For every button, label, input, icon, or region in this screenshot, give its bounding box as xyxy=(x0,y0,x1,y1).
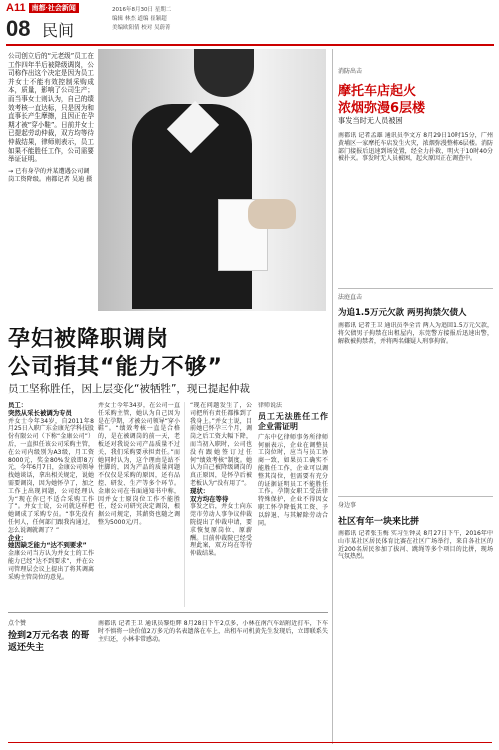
photo-caption: → 已有身孕的并某遭遇公司调岗工资降级。南都记者 吴迪 摄 xyxy=(8,168,93,183)
right-headline-1b: 浓烟弥漫6层楼 xyxy=(338,101,426,116)
subheadline: 员工坚称胜任，因上层变化“被牺牲”，现已提起仲裁 xyxy=(8,383,250,395)
right-tag-community: 身边事 xyxy=(338,502,357,509)
subhead: 双方均在等待 xyxy=(190,494,229,503)
article-column-2 xyxy=(98,402,180,607)
page-editor: 编辑 林杰 道编 崔颖超 xyxy=(112,16,167,22)
page-date: 2016年8月30日 星期二 xyxy=(112,7,172,13)
subhead: 企业： xyxy=(8,533,28,542)
section-number: 08 xyxy=(6,16,31,41)
lawyer-box xyxy=(258,402,328,607)
article-text: 并女士今年34岁，自2011年8月25日入职广东金康光学科技股份有限公司（下称“金康公司”）后，一直担任该公司采购主管，在公司内级别为A3级，月工资8000元，奖金80%发放即8万元，今年6月7日，金康公司领导找她谈话，拿出相关规定，说她需要调岗，因为她怀孕了，加之工作上出现问题，公司经理认为“现在你已不适合采购工作了”。并女士说，公司就这样把她调成了采购专员。“事先没有任何人，任何部门跟我沟通过，怎么说调就调了？” xyxy=(8,417,94,534)
box-headline: 员工无法胜任工作 企业需证明 xyxy=(258,411,328,431)
right-rail-divider xyxy=(332,49,333,744)
newspaper-logo xyxy=(6,2,79,14)
logo-text: A11 xyxy=(6,2,26,14)
article-column-1 xyxy=(8,402,94,607)
bottom-story-tag: 点个赞 xyxy=(8,620,27,627)
headline-line-1: 孕妇被降职调岗 xyxy=(8,327,170,352)
bottom-story-headline: 捡到2万元名表 的哥返还失主 xyxy=(8,631,90,653)
box-text: 广东中亿律师事务所律师何丽表示，企业在调整员工岗位时，应当与员工协商一致，如果员工确实不能胜任工作，企业可以调整其岗位，但需要有充分的证据证明员工不能胜任工作。孕期女职工受法律特殊保护，企业不得因女职工怀孕降低其工资、予以辞退、与其解除劳动合同。 xyxy=(258,433,328,527)
right-tag-fire: 消防出击 xyxy=(338,68,363,75)
right-story-1-text: 南都讯 记者孟雄 通讯员李文方 8月29日10时15分，广州黄埔区一家摩托车店发生火灾，浓烟弥漫整栋6层楼。消防部门接报后迅速到场处置，经全力扑救，明火于10时40分被扑灭。事发时无人员被困，起火原因正在调查中。 xyxy=(338,132,493,163)
subhead: 员工： xyxy=(8,402,28,409)
right-headline-2: 为追1.5万元欠款 两男拘禁欠债人 xyxy=(338,308,467,318)
section-divider xyxy=(8,612,328,613)
right-headline-1a: 摩托车店起火 xyxy=(338,84,417,99)
subhead: 突然从采长被调为专员 xyxy=(8,408,72,417)
right-subheadline-1: 事发当时无人员被困 xyxy=(338,116,403,125)
right-divider xyxy=(338,288,493,289)
bottom-story-text: 南都讯 记者王卫 通讯员黎炬辉 8月28日下午2点多，小林在南汽车站附近打车，下车时不慎将一块价值2万多元的名表遗落在车上，出租车司机黄先生发现后，立即联系失主归还，小林非常感动。 xyxy=(98,620,328,643)
right-divider xyxy=(338,496,493,497)
right-story-3-text: 南都讯 记者张玉梅 实习生钟灵 8月27日下午，2016年中山市某社区居民体育比赛在社区广场举行，来自各社区的近200名居民参加了拔河、跳绳等多个项目的比拼，现场气氛热烈。 xyxy=(338,530,493,561)
right-headline-3: 社区有年一块来比拼 xyxy=(338,517,420,527)
article-text: 事发之后，并女士向东莞市劳动人事争议仲裁院提出了仲裁申请，要求恢复原岗位、原薪酬。目前仲裁院已经受理此案，双方均在等待仲裁结果。 xyxy=(190,503,252,558)
footer-rule xyxy=(8,742,492,743)
column-divider xyxy=(184,402,185,607)
right-tag-court: 法庭直击 xyxy=(338,294,363,301)
article-text: “现在问题发生了，公司把所有责任都推到了我身上。”并女士说，目前她已怀孕三个月，调岗之后工资大幅下降，而当初入职时，公司也没有跟她签订过任何“绩效考核”制度。她认为自己被降级调岗的真正原因，是怀孕后被老板认为“没有用了”。 xyxy=(190,402,252,487)
article-column-3 xyxy=(190,402,252,607)
page-header xyxy=(0,0,499,44)
section-name: 民间 xyxy=(42,21,75,40)
lead-paragraph: 公司创立后的“元老级”员工在工作四年半后被降级调岗，公司称作出这个决定是因为员工并女士不能有效控制采购成本，质量，影响了公司生产；而当事女士则认为，自己的绩效考核一直达标，只是因为和直事长产生摩擦，且因正在孕期才被“穿小鞋”。日前并女士已提起劳动仲裁，双方均等待仲裁结果，律师则表示，员工如果不能胜任工作，公司需要举证证明。 xyxy=(8,52,94,164)
news-photo xyxy=(98,49,326,311)
photo-hair-shape xyxy=(194,49,254,97)
article-text: 并女士今年34岁，在公司一直任采购主管，她认为自己因为是在孕期，才被公司领导“穿小鞋”。“绩效考核一直是合格的，是在被调岗的前一天，老板还对我说公司产品质量不过关，我们采购要承担责任。”而她同时认为，这个理由是站不住脚的，因为产品的质量问题不仅仅是采购的原因，还有品控、研发、生产等多个环节。金康公司在书面通知书中称，因并女士原岗位工作不能胜任，经公司研究决定调岗，根据公司规定，其薪资也随之调整为5000元/月。 xyxy=(98,402,180,526)
subhead: 现状： xyxy=(190,486,210,495)
subhead: 她因缺乏能力“达不到要求” xyxy=(8,541,87,550)
photo-hand-shape xyxy=(248,199,296,229)
right-story-2-text: 南都讯 记者王卫 通讯员李全音 两人为追回1.5万元欠款，将欠债男子拘禁在出租屋内，东莞警方接报后迅速出警，解救被拘禁者，并将两名嫌疑人刑事拘留。 xyxy=(338,322,493,345)
header-divider xyxy=(6,44,494,46)
article-text: 金康公司当方认为并女士的工作能力已经“达不到要求”，并在公司管理层会议上提出了将其调离采购主管岗位的意见。 xyxy=(8,550,94,581)
logo-tag: 南都·社会新闻 xyxy=(29,3,79,13)
headline-line-2: 公司指其“能力不够” xyxy=(8,355,223,380)
box-tag: 律师说法 xyxy=(258,402,283,409)
page-design: 美编欧阳倩 校对 吴蔚菁 xyxy=(112,25,171,31)
